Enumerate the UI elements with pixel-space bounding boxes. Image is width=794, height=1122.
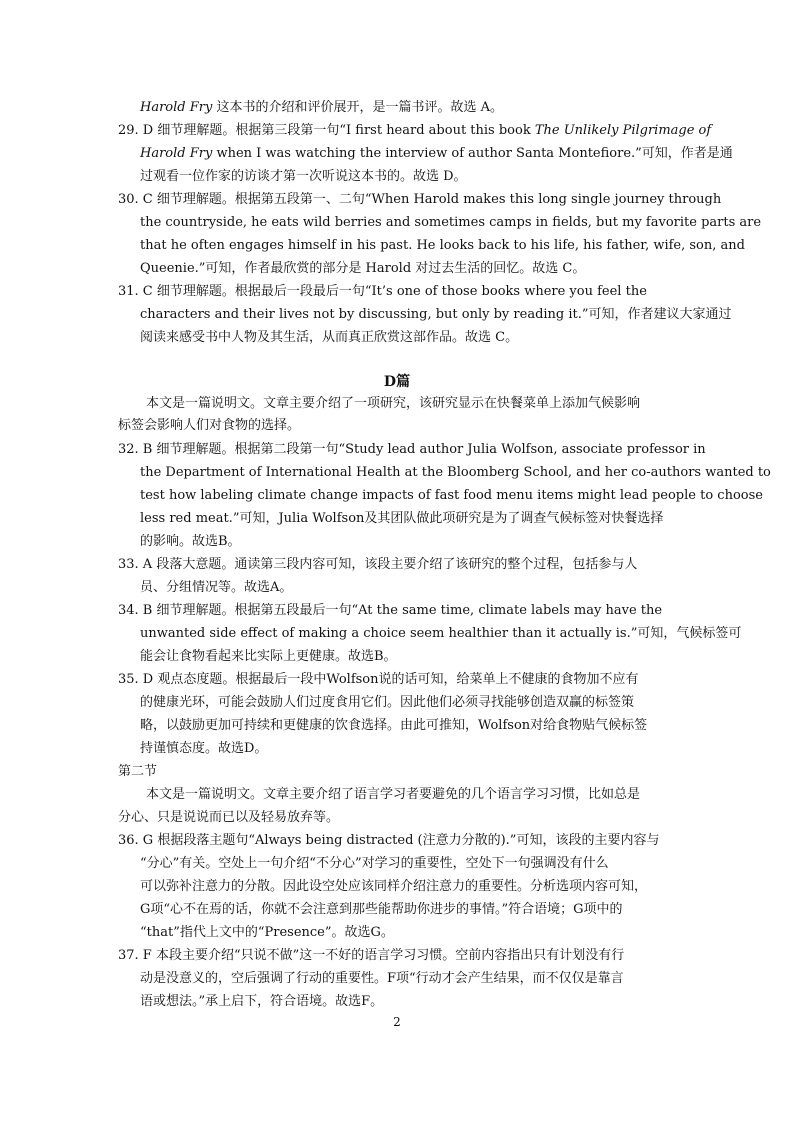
answer-32-line-4: less red meat.”可知，Julia Wolfson及其团队做此项研究是为了调查气候标签对快餐选择 [140,511,664,526]
section-2-label: 第二节 [118,764,158,779]
answer-32-line-2: the Department of International Health at the Bloomberg School, and her co-authors wanted to [140,465,771,480]
answer-30-line-3: that he often engages himself in his past. He looks back to his life, his father, wife, son, and [140,238,745,253]
section-d-heading: D篇 [383,374,411,390]
answer-32-line-1: 32. B 细节理解题。根据第二段第一句“Study lead author Julia Wolfson, associate professor in [118,442,706,457]
page-number: 2 [393,1015,401,1029]
answer-29-line-1 [118,121,711,141]
answer-32-line-3: test how labeling climate change impacts of fast food menu items might lead people to choose [140,488,763,503]
answer-30-line-4: Queenie.”可知，作者最欣赏的部分是 Harold 对过去生活的回忆。故选 C。 [140,261,586,276]
answer-37-line-1: 37. F 本段主要介绍“只说不做”这一不好的语言学习习惯。空前内容指出只有计划没有行 [118,948,625,963]
answer-36-line-1: 36. G 根据段落主题句“Always being distracted (注意力分散的).”可知，该段的主要内容与 [118,833,660,848]
answer-29-line-2 [140,144,733,164]
answer-34-line-2: unwanted side effect of making a choice seem healthier than it actually is.”可知，气候标签可 [140,626,742,641]
answer-32-line-5: 的影响。故选B。 [140,534,241,549]
answer-37-line-3: 语或想法。”承上启下，符合语境。故选F。 [140,994,384,1009]
text-line [140,98,503,118]
answer-33-line-2: 员、分组情况等。故选A。 [140,580,293,595]
answer-36-line-5: “that”指代上文中的“Presence”。故选G。 [140,925,394,940]
book-title: Harold Fry [140,100,213,115]
section-d-intro-line-2: 标签会影响人们对食物的选择。 [118,418,301,433]
section-2-intro-line-1: 本文是一篇说明文。文章主要介绍了语言学习者要避免的几个语言学习习惯，比如总是 [146,787,641,802]
answer-30-line-1: 30. C 细节理解题。根据第五段第一、二句“When Harold makes this long single journey through [118,192,722,207]
answer-34-line-1: 34. B 细节理解题。根据第五段最后一句“At the same time, climate labels may have the [118,603,663,618]
text-span: when I was watching the interview of author Santa Montefiore.”可知，作者是通 [212,146,733,161]
book-title: Harold Fry [140,146,213,161]
answer-36-line-3: 可以弥补注意力的分散。因此设空处应该同样介绍注意力的重要性。分析选项内容可知， [140,879,648,894]
text-span: 这本书的介绍和评价展开，是一篇书评。故选 A。 [212,100,503,115]
answer-30-line-2: the countryside, he eats wild berries and sometimes camps in fields, but my favorite parts are [140,215,762,230]
section-d-intro-line-1: 本文是一篇说明文。文章主要介绍了一项研究，该研究显示在快餐菜单上添加气候影响 [146,396,641,411]
answer-31-line-2: characters and their lives not by discussing, but only by reading it.”可知，作者建议大家通过 [140,307,732,322]
section-2-intro-line-2: 分心、只是说说而已以及轻易放弃等。 [118,810,340,825]
answer-37-line-2: 动是没意义的，空后强调了行动的重要性。F项“行动才会产生结果，而不仅仅是靠言 [140,971,624,986]
answer-34-line-3: 能会让食物看起来比实际上更健康。故选B。 [140,649,397,664]
book-title: The Unlikely Pilgrimage of [534,123,712,138]
answer-31-line-1: 31. C 细节理解题。根据最后一段最后一句“It’s one of those books where you feel the [118,284,647,299]
answer-29-line-3: 过观看一位作家的访谈才第一次听说这本书的。故选 D。 [140,169,467,184]
answer-33-line-1: 33. A 段落大意题。通读第三段内容可知，该段主要介绍了该研究的整个过程，包括参与人 [118,557,638,572]
answer-36-line-4: G项“心不在焉的话，你就不会注意到那些能帮助你进步的事情。”符合语境；G项中的 [140,902,623,917]
answer-35-line-3: 略，以鼓励更加可持续和更健康的饮食选择。由此可推知，Wolfson对给食物贴气候标签 [140,718,648,733]
answer-31-line-3: 阅读来感受书中人物及其生活，从而真正欣赏这部作品。故选 C。 [140,330,519,345]
answer-35-line-4: 持谨慎态度。故选D。 [140,741,268,756]
text-span: 29. D 细节理解题。根据第三段第一句“I first heard about this book [118,123,535,138]
answer-36-line-2: “分心”有关。空处上一句介绍“不分心”对学习的重要性，空处下一句强调没有什么 [140,856,609,871]
answer-35-line-1: 35. D 观点态度题。根据最后一段中Wolfson说的话可知，给菜单上不健康的食物加不应有 [118,672,639,687]
answer-35-line-2: 的健康光环，可能会鼓励人们过度食用它们。因此他们必须寻找能够创造双赢的标签策 [140,695,635,710]
